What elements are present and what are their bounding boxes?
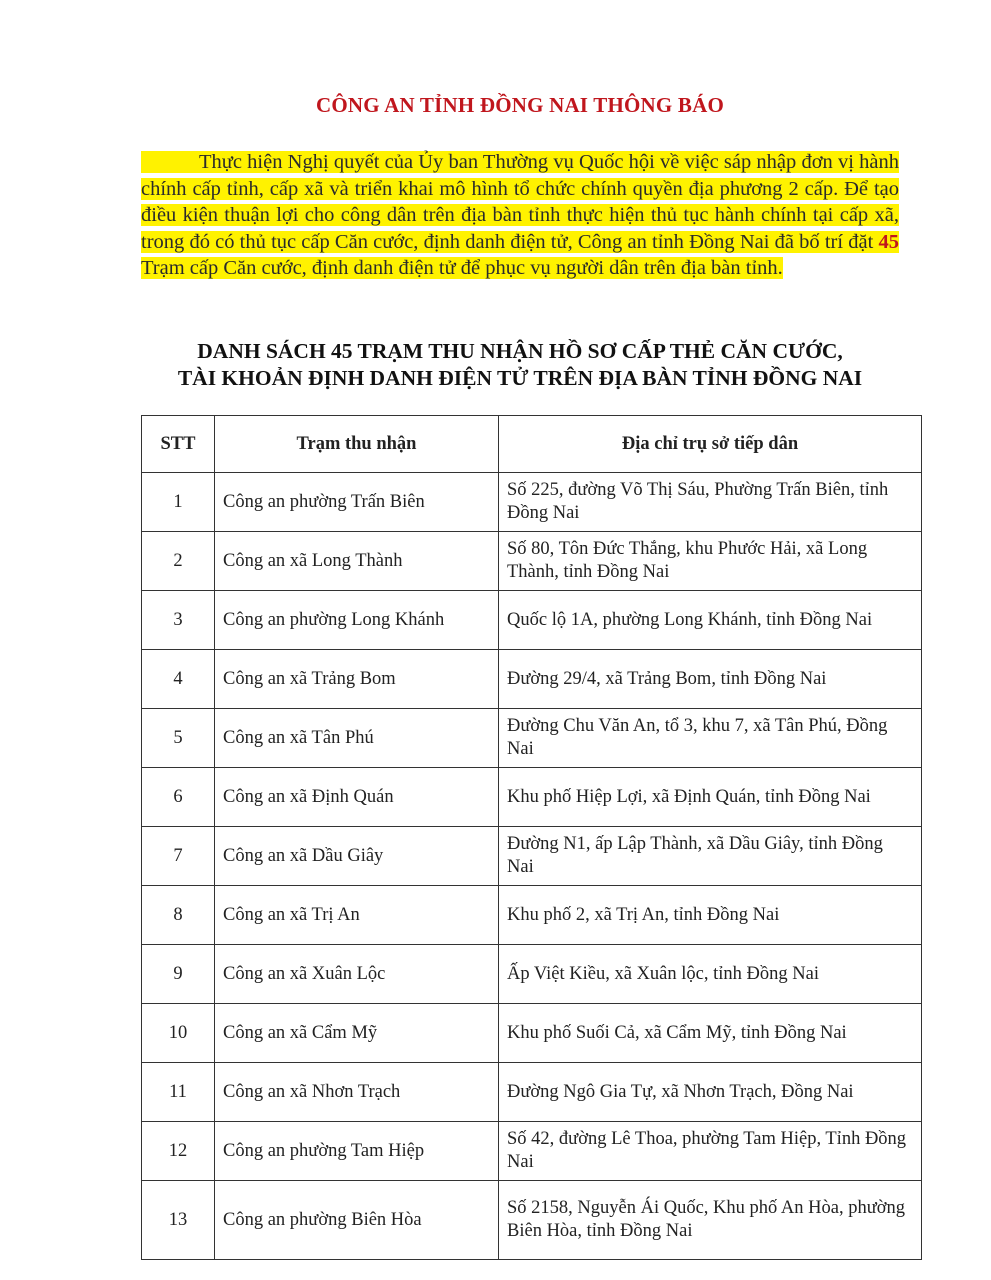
table-row	[142, 945, 922, 1004]
row-address: Số 225, đường Võ Thị Sáu, Phường Trấn Biên, tỉnh Đồng Nai	[499, 473, 922, 532]
table-row	[142, 709, 922, 768]
row-address: Số 42, đường Lê Thoa, phường Tam Hiệp, Tỉnh Đồng Nai	[499, 1122, 922, 1181]
row-stt: 6	[142, 768, 215, 827]
list-title	[100, 338, 940, 392]
row-address: Quốc lộ 1A, phường Long Khánh, tỉnh Đồng Nai	[499, 591, 922, 650]
list-title-line-1: DANH SÁCH 45 TRẠM THU NHẬN HỒ SƠ CẤP THẺ CĂN CƯỚC,	[197, 339, 843, 363]
intro-text-end: Trạm cấp Căn cước, định danh điện tử để phục vụ người dân trên địa bàn tỉnh.	[141, 257, 783, 280]
row-address: Số 80, Tôn Đức Thắng, khu Phước Hải, xã Long Thành, tỉnh Đồng Nai	[499, 532, 922, 591]
row-stt: 8	[142, 886, 215, 945]
row-stt: 7	[142, 827, 215, 886]
row-address: Khu phố Hiệp Lợi, xã Định Quán, tỉnh Đồng Nai	[499, 768, 922, 827]
table-row	[142, 1004, 922, 1063]
row-address: Ấp Việt Kiều, xã Xuân lộc, tỉnh Đồng Nai	[499, 945, 922, 1004]
row-station: Công an phường Trấn Biên	[215, 473, 499, 532]
row-stt: 5	[142, 709, 215, 768]
row-station: Công an phường Long Khánh	[215, 591, 499, 650]
table-row	[142, 591, 922, 650]
table-row	[142, 886, 922, 945]
row-stt: 9	[142, 945, 215, 1004]
row-station: Công an xã Tân Phú	[215, 709, 499, 768]
row-station: Công an xã Trị An	[215, 886, 499, 945]
row-address: Đường Ngô Gia Tự, xã Nhơn Trạch, Đồng Nai	[499, 1063, 922, 1122]
row-station: Công an xã Nhơn Trạch	[215, 1063, 499, 1122]
intro-paragraph	[141, 149, 899, 282]
table-row	[142, 768, 922, 827]
row-address: Khu phố Suối Cả, xã Cẩm Mỹ, tỉnh Đồng Nai	[499, 1004, 922, 1063]
intro-text-start: Thực hiện Nghị quyết của Ủy ban Thường vụ Quốc hội về việc sáp nhập đơn vị hành chính cấp tỉnh, cấp xã và triển khai mô hình tổ chức chính quyền địa phương 2 cấp. Để tạo điều kiện thuận lợi cho công dân trên địa bàn tỉnh thực hiện thủ tục hành chính tại cấp xã, trong đó có thủ tục cấp Căn cước, định danh điện tử, Công an tỉnh Đồng Nai đã bố trí đặt	[141, 151, 899, 253]
row-station: Công an phường Tam Hiệp	[215, 1122, 499, 1181]
table-header-row	[142, 416, 922, 473]
intro-highlight	[141, 151, 899, 279]
header-stt: STT	[142, 416, 215, 473]
row-address: Số 2158, Nguyễn Ái Quốc, Khu phố An Hòa, phường Biên Hòa, tỉnh Đồng Nai	[499, 1181, 922, 1260]
row-stt: 10	[142, 1004, 215, 1063]
row-address: Đường 29/4, xã Trảng Bom, tỉnh Đồng Nai	[499, 650, 922, 709]
row-stt: 1	[142, 473, 215, 532]
table-row	[142, 473, 922, 532]
row-stt: 3	[142, 591, 215, 650]
notice-title: CÔNG AN TỈNH ĐỒNG NAI THÔNG BÁO	[316, 93, 724, 117]
table-row	[142, 1122, 922, 1181]
row-station: Công an xã Xuân Lộc	[215, 945, 499, 1004]
row-stt: 13	[142, 1181, 215, 1260]
table-row	[142, 827, 922, 886]
row-station: Công an xã Dầu Giây	[215, 827, 499, 886]
stations-table	[141, 415, 922, 1260]
header-station: Trạm thu nhận	[215, 416, 499, 473]
row-address: Khu phố 2, xã Trị An, tỉnh Đồng Nai	[499, 886, 922, 945]
header-address: Địa chỉ trụ sở tiếp dân	[499, 416, 922, 473]
table-row	[142, 1063, 922, 1122]
row-stt: 2	[142, 532, 215, 591]
list-title-line-2: TÀI KHOẢN ĐỊNH DANH ĐIỆN TỬ TRÊN ĐỊA BÀN TỈNH ĐỒNG NAI	[177, 366, 863, 390]
table-row	[142, 532, 922, 591]
row-stt: 4	[142, 650, 215, 709]
station-count: 45	[878, 230, 899, 253]
row-station: Công an xã Cẩm Mỹ	[215, 1004, 499, 1063]
row-station: Công an xã Long Thành	[215, 532, 499, 591]
row-stt: 12	[142, 1122, 215, 1181]
row-address: Đường Chu Văn An, tổ 3, khu 7, xã Tân Phú, Đồng Nai	[499, 709, 922, 768]
table-row	[142, 650, 922, 709]
row-address: Đường N1, ấp Lập Thành, xã Dầu Giây, tỉnh Đồng Nai	[499, 827, 922, 886]
row-station: Công an xã Định Quán	[215, 768, 499, 827]
row-station: Công an phường Biên Hòa	[215, 1181, 499, 1260]
row-stt: 11	[142, 1063, 215, 1122]
table-row	[142, 1181, 922, 1260]
row-station: Công an xã Trảng Bom	[215, 650, 499, 709]
